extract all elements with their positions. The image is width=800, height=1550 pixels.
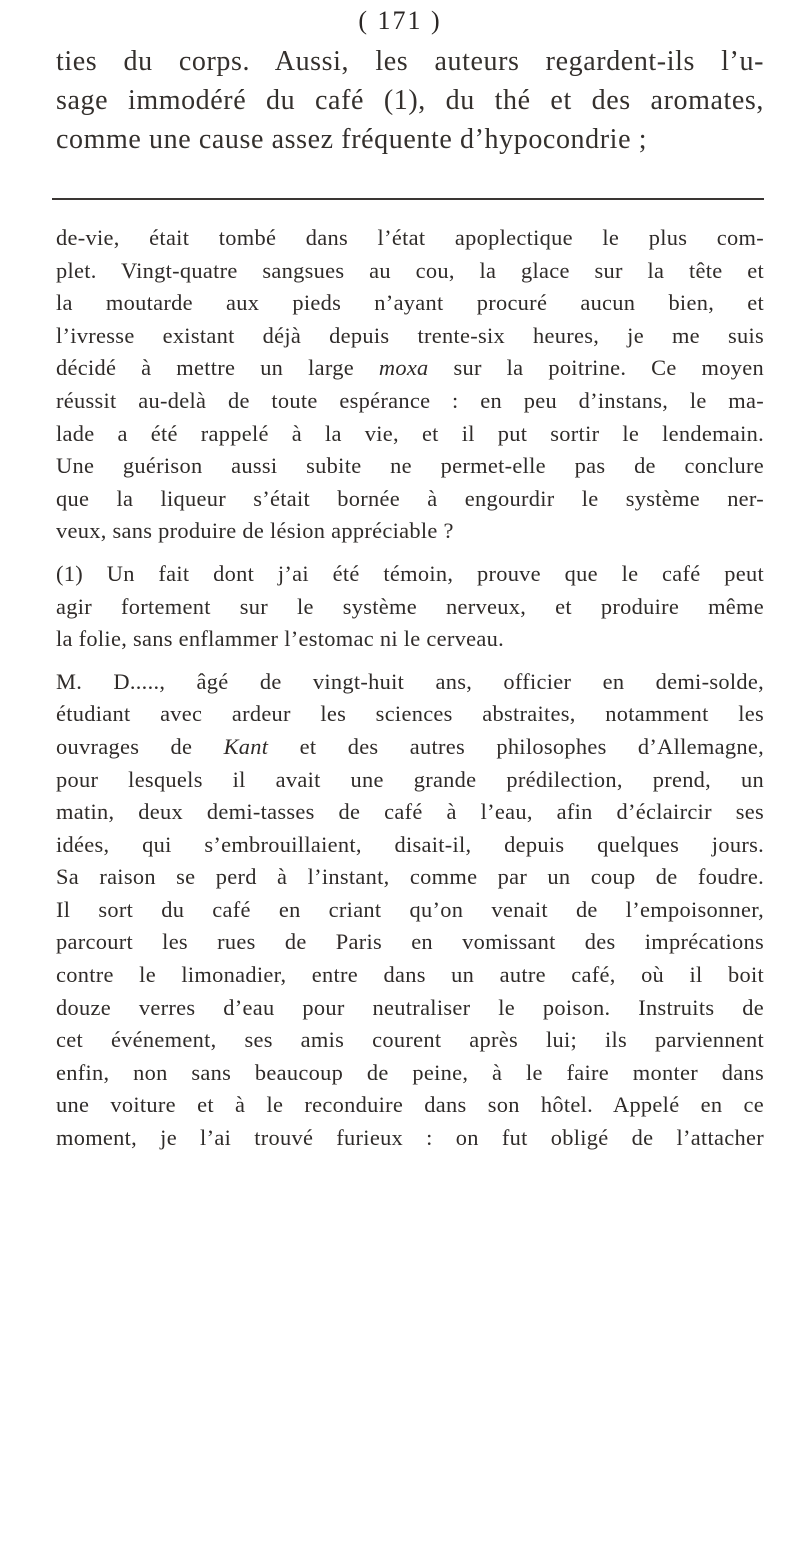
footnote-line: que la liqueur s’était bornée à engourdir le système ner- [56,485,764,511]
footnote-line: cet événement, ses amis courent après lui; ils parviennent [56,1027,764,1053]
footnote-line: réussit au-delà de toute espérance : en peu d’instans, le ma- [56,387,764,413]
footnote-line: étudiant avec ardeur les sciences abstraites, notamment les [56,701,764,727]
footnote-line: la folie, sans enflammer l’estomac ni le cerveau. [56,626,505,652]
footnote-line: contre le limonadier, entre dans un autre café, où il boit [56,962,764,988]
footnote-line [56,731,764,764]
footnote-line: lade a été rappelé à la vie, et il put sortir le lendemain. [56,420,764,446]
footnote-line: douze verres d’eau pour neutraliser le poison. Instruits de [56,994,764,1020]
footnote-line: pour lesquels il avait une grande prédilection, prend, un [56,766,764,792]
italic-term-moxa: moxa [378,355,429,381]
footnote-line: agir fortement sur le système nerveux, et produire même [56,593,764,619]
main-text-line: sage immodéré du café (1), du thé et des aromates, [56,85,764,116]
footnote-line [56,352,764,385]
footnote-line: la moutarde aux pieds n’ayant procuré aucun bien, et [56,290,764,316]
footnote-line: veux, sans produire de lésion appréciable ? [56,518,454,544]
footnote-line: une voiture et à le reconduire dans son hôtel. Appelé en ce [56,1092,764,1118]
main-text-block [56,42,764,159]
italic-name-kant: Kant [223,733,269,759]
paragraph-gap [56,548,764,558]
footnote-line: plet. Vingt-quatre sangsues au cou, la glace sur la tête et [56,257,764,283]
footnote-line: Une guérison aussi subite ne permet-elle pas de conclure [56,453,764,479]
footnote-line: l’ivresse existant déjà depuis trente-six heures, je me suis [56,322,764,348]
footnote-separator-rule [52,198,764,200]
main-text-line: comme une cause assez fréquente d’hypocondrie ; [56,124,648,155]
paragraph-gap [56,656,764,666]
footnote-line: (1) Un fait dont j’ai été témoin, prouve que le café peut [56,560,764,586]
footnote-text: et des autres philosophes d’Allemagne, [268,733,764,759]
footnote-text: décidé à mettre un large [56,355,379,381]
footnote-line: moment, je l’ai trouvé furieux : on fut obligé de l’attacher [56,1125,764,1151]
footnotes-block [56,222,764,1155]
footnote-line: matin, deux demi-tasses de café à l’eau, afin d’éclaircir ses [56,799,764,825]
footnote-text: ouvrages de [56,733,224,759]
footnote-line: parcourt les rues de Paris en vomissant des imprécations [56,929,764,955]
footnote-line: de-vie, était tombé dans l’état apoplectique le plus com- [56,225,764,250]
footnote-line: enfin, non sans beaucoup de peine, à le faire monter dans [56,1059,764,1085]
footnote-line: M. D....., âgé de vingt-huit ans, officier en demi-solde, [56,668,764,694]
footnote-line: Sa raison se perd à l’instant, comme par un coup de foudre. [56,864,764,890]
page-number: ( 171 ) [358,6,442,35]
footnote-line: Il sort du café en criant qu’on venait de l’empoisonner, [56,896,764,922]
footnote-text: sur la poitrine. Ce moyen [428,355,764,381]
footnote-line: idées, qui s’embrouillaient, disait-il, depuis quelques jours. [56,831,764,857]
main-text-line: ties du corps. Aussi, les auteurs regardent-ils l’u- [56,46,764,77]
